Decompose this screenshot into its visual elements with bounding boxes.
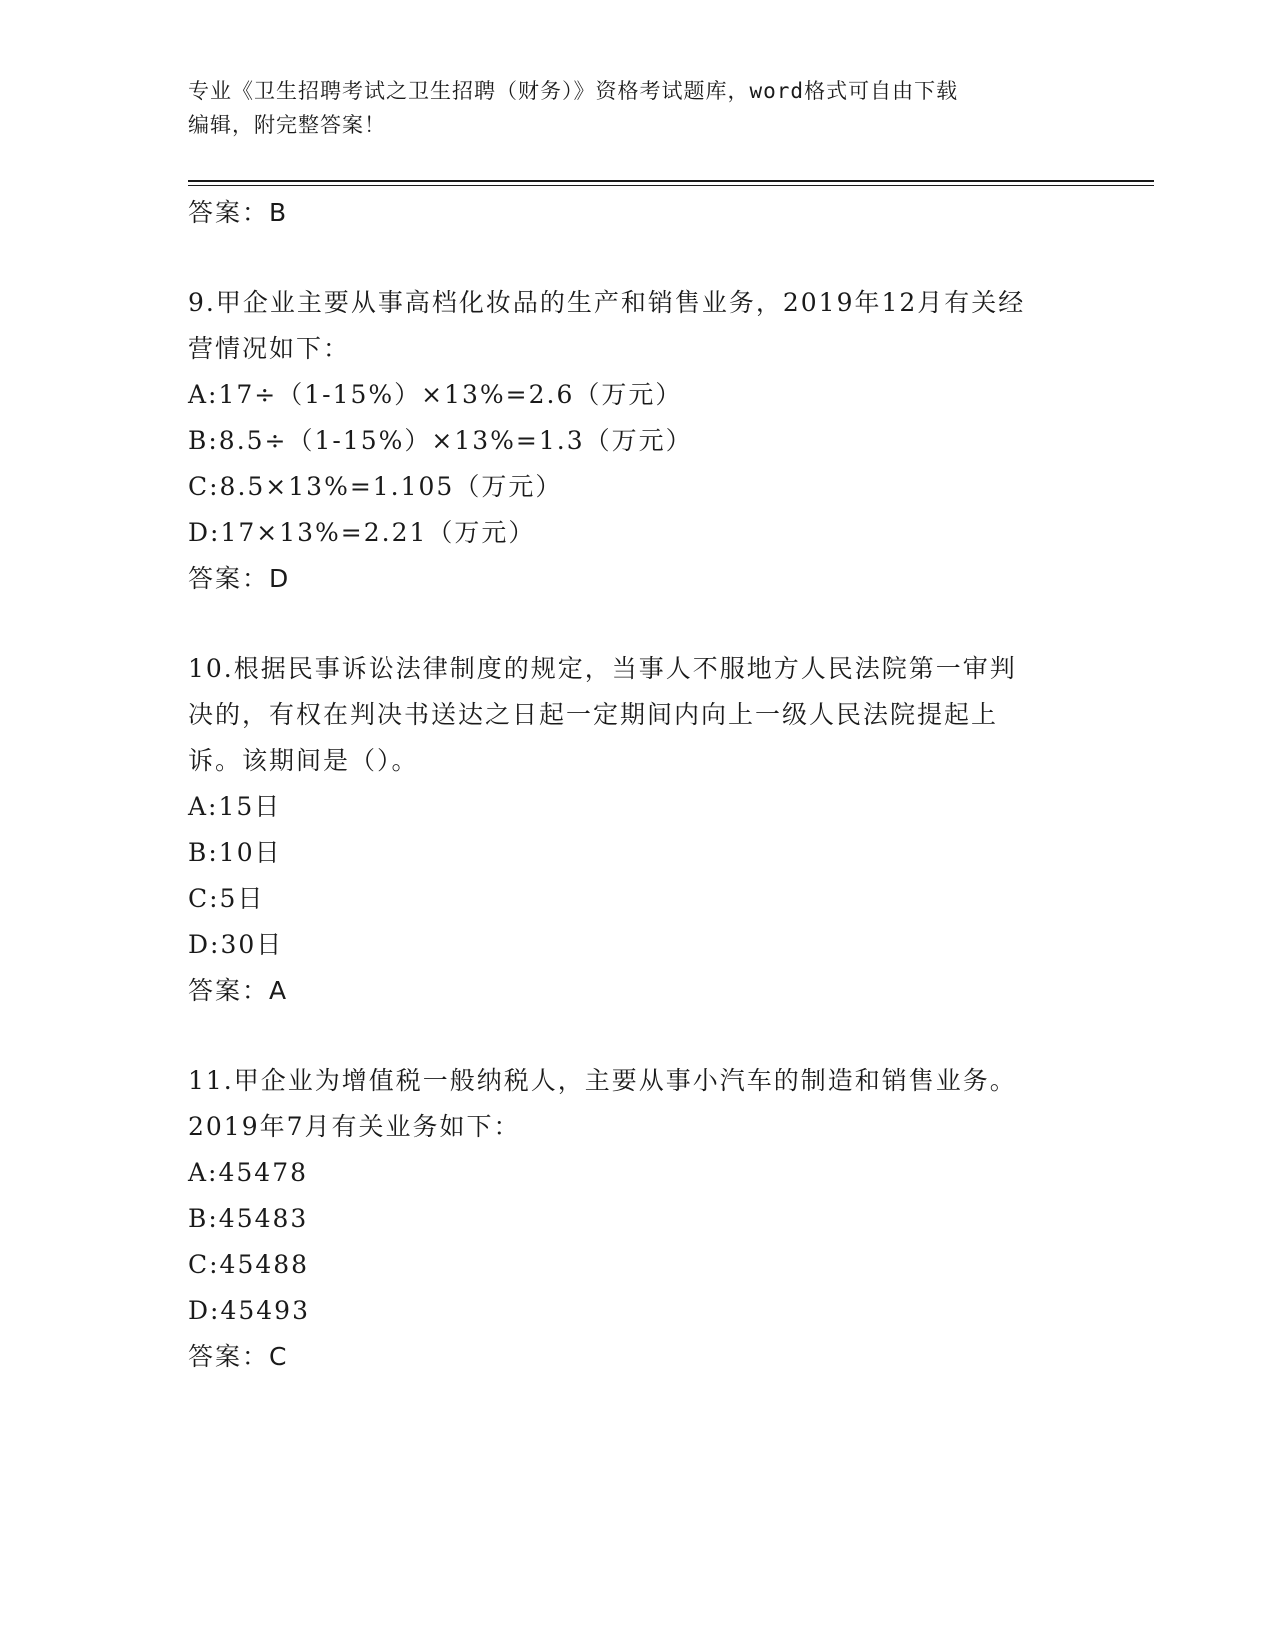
header-line-1: 专业《卫生招聘考试之卫生招聘（财务）》资格考试题库，word格式可自由下载 xyxy=(188,79,959,103)
option-d: D:30日 xyxy=(188,930,284,959)
question-text-line: 9.甲企业主要从事高档化妆品的生产和销售业务，2019年12月有关经 xyxy=(188,288,1026,317)
header-divider-thick xyxy=(188,180,1154,182)
question-11 xyxy=(188,1058,1088,1380)
option-a: A:17÷（1-15%）×13%=2.6（万元） xyxy=(188,380,683,409)
question-text-line: 决的，有权在判决书送达之日起一定期间内向上一级人民法院提起上 xyxy=(188,700,999,729)
spacer xyxy=(188,602,1088,646)
answer: 答案：A xyxy=(188,976,289,1005)
option-a: A:15日 xyxy=(188,792,282,821)
spacer xyxy=(188,236,1088,280)
question-text-line: 诉。该期间是（）。 xyxy=(188,746,419,775)
header-line-2: 编辑，附完整答案！ xyxy=(188,113,386,137)
option-a: A:45478 xyxy=(188,1158,309,1187)
document-body xyxy=(188,190,1088,1380)
option-b: B:45483 xyxy=(188,1204,309,1233)
answer: 答案：C xyxy=(188,1342,289,1371)
option-d: D:17×13%=2.21（万元） xyxy=(188,518,536,547)
previous-answer: 答案：B xyxy=(188,198,289,227)
document-header xyxy=(188,74,1068,142)
question-text-line: 10.根据民事诉讼法律制度的规定，当事人不服地方人民法院第一审判 xyxy=(188,654,1017,683)
spacer xyxy=(188,1014,1088,1058)
option-c: C:8.5×13%=1.105（万元） xyxy=(188,472,563,501)
answer: 答案：D xyxy=(188,564,291,593)
question-text-line: 11.甲企业为增值税一般纳税人，主要从事小汽车的制造和销售业务。 xyxy=(188,1066,1017,1095)
question-text-line: 营情况如下： xyxy=(188,334,351,363)
option-b: B:10日 xyxy=(188,838,282,867)
option-c: C:5日 xyxy=(188,884,265,913)
question-9 xyxy=(188,280,1088,602)
option-c: C:45488 xyxy=(188,1250,310,1279)
option-d: D:45493 xyxy=(188,1296,310,1325)
question-text-line: 2019年7月有关业务如下： xyxy=(188,1112,521,1141)
question-10 xyxy=(188,646,1088,1014)
option-b: B:8.5÷（1-15%）×13%=1.3（万元） xyxy=(188,426,693,455)
header-divider-thin xyxy=(188,185,1154,186)
